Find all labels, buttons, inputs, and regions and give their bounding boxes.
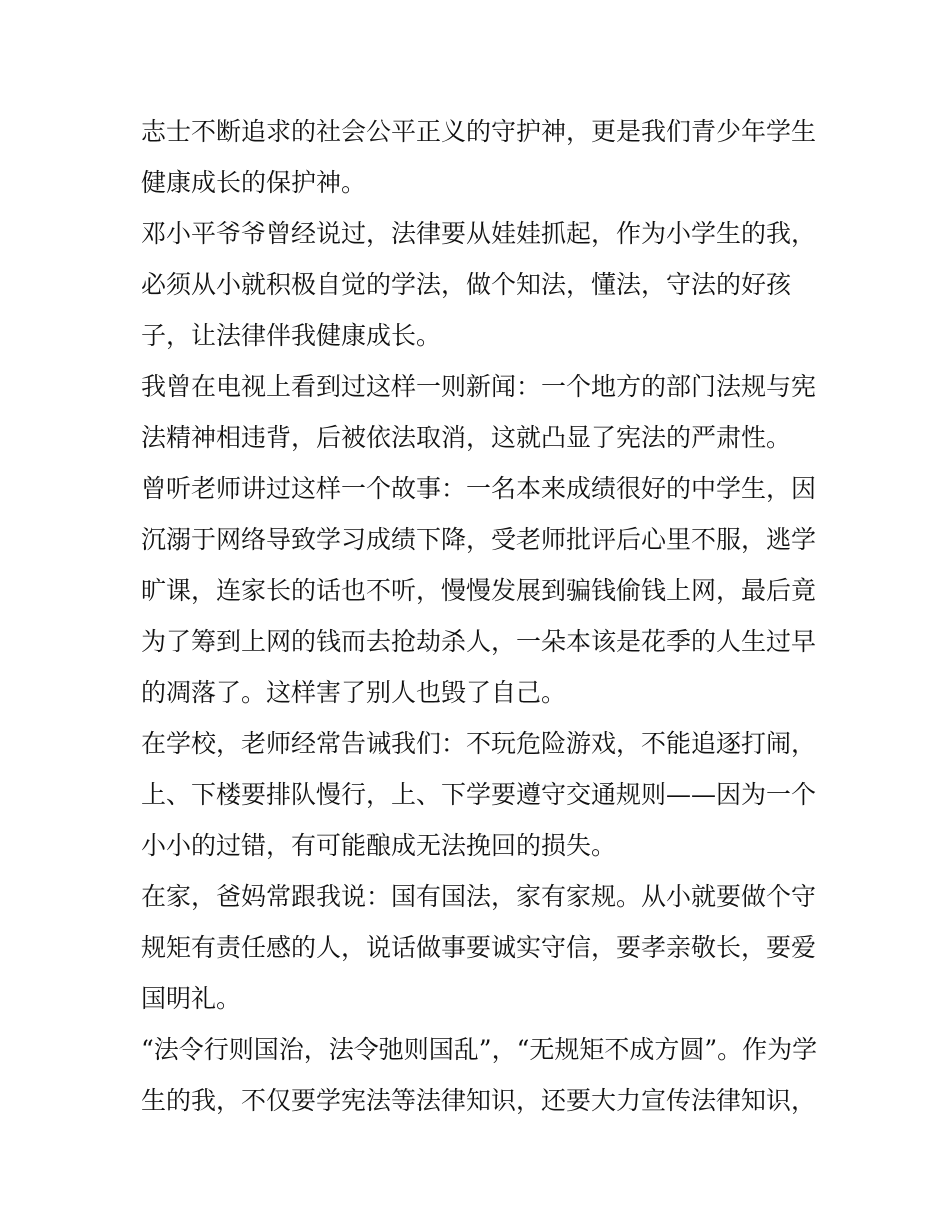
essay-body — [141, 106, 821, 1126]
text-line: 曾听老师讲过这样一个故事：一名本来成绩很好的中学生，因 — [141, 474, 817, 503]
text-line: 法精神相违背，后被依法取消，这就凸显了宪法的严肃性。 — [141, 423, 792, 452]
text-line: 志士不断追求的社会公平正义的守护神，更是我们青少年学生 — [141, 117, 817, 146]
text-line: 健康成长的保护神。 — [141, 168, 367, 197]
text-line: 生的我，不仅要学宪法等法律知识，还要大力宣传法律知识， — [141, 1086, 817, 1115]
text-line: 沉溺于网络导致学习成绩下降，受老师批评后心里不服，逃学 — [141, 525, 817, 554]
text-line: 在学校，老师经常告诫我们：不玩危险游戏，不能追逐打闹， — [141, 729, 817, 758]
text-line: 邓小平爷爷曾经说过，法律要从娃娃抓起，作为小学生的我， — [141, 219, 817, 248]
text-line: 子，让法律伴我健康成长。 — [141, 321, 442, 350]
text-line: 规矩有责任感的人，说话做事要诚实守信，要孝亲敬长，要爱 — [141, 933, 817, 962]
text-line: 小小的过错，有可能酿成无法挽回的损失。 — [141, 831, 617, 860]
text-line: 必须从小就积极自觉的学法，做个知法，懂法，守法的好孩 — [141, 270, 792, 299]
text-line: “法令行则国治，法令弛则国乱”，“无规矩不成方圆”。作为学 — [141, 1035, 818, 1064]
text-line: 国明礼。 — [141, 984, 242, 1013]
text-line: 我曾在电视上看到过这样一则新闻：一个地方的部门法规与宪 — [141, 372, 817, 401]
text-line: 旷课，连家长的话也不听，慢慢发展到骗钱偷钱上网，最后竟 — [141, 576, 817, 605]
text-line: 上、下楼要排队慢行，上、下学要遵守交通规则——因为一个 — [141, 780, 817, 809]
text-line: 为了筹到上网的钱而去抢劫杀人，一朵本该是花季的人生过早 — [141, 627, 817, 656]
text-line: 的凋落了。这样害了别人也毁了自己。 — [141, 678, 567, 707]
text-line: 在家，爸妈常跟我说：国有国法，家有家规。从小就要做个守 — [141, 882, 817, 911]
